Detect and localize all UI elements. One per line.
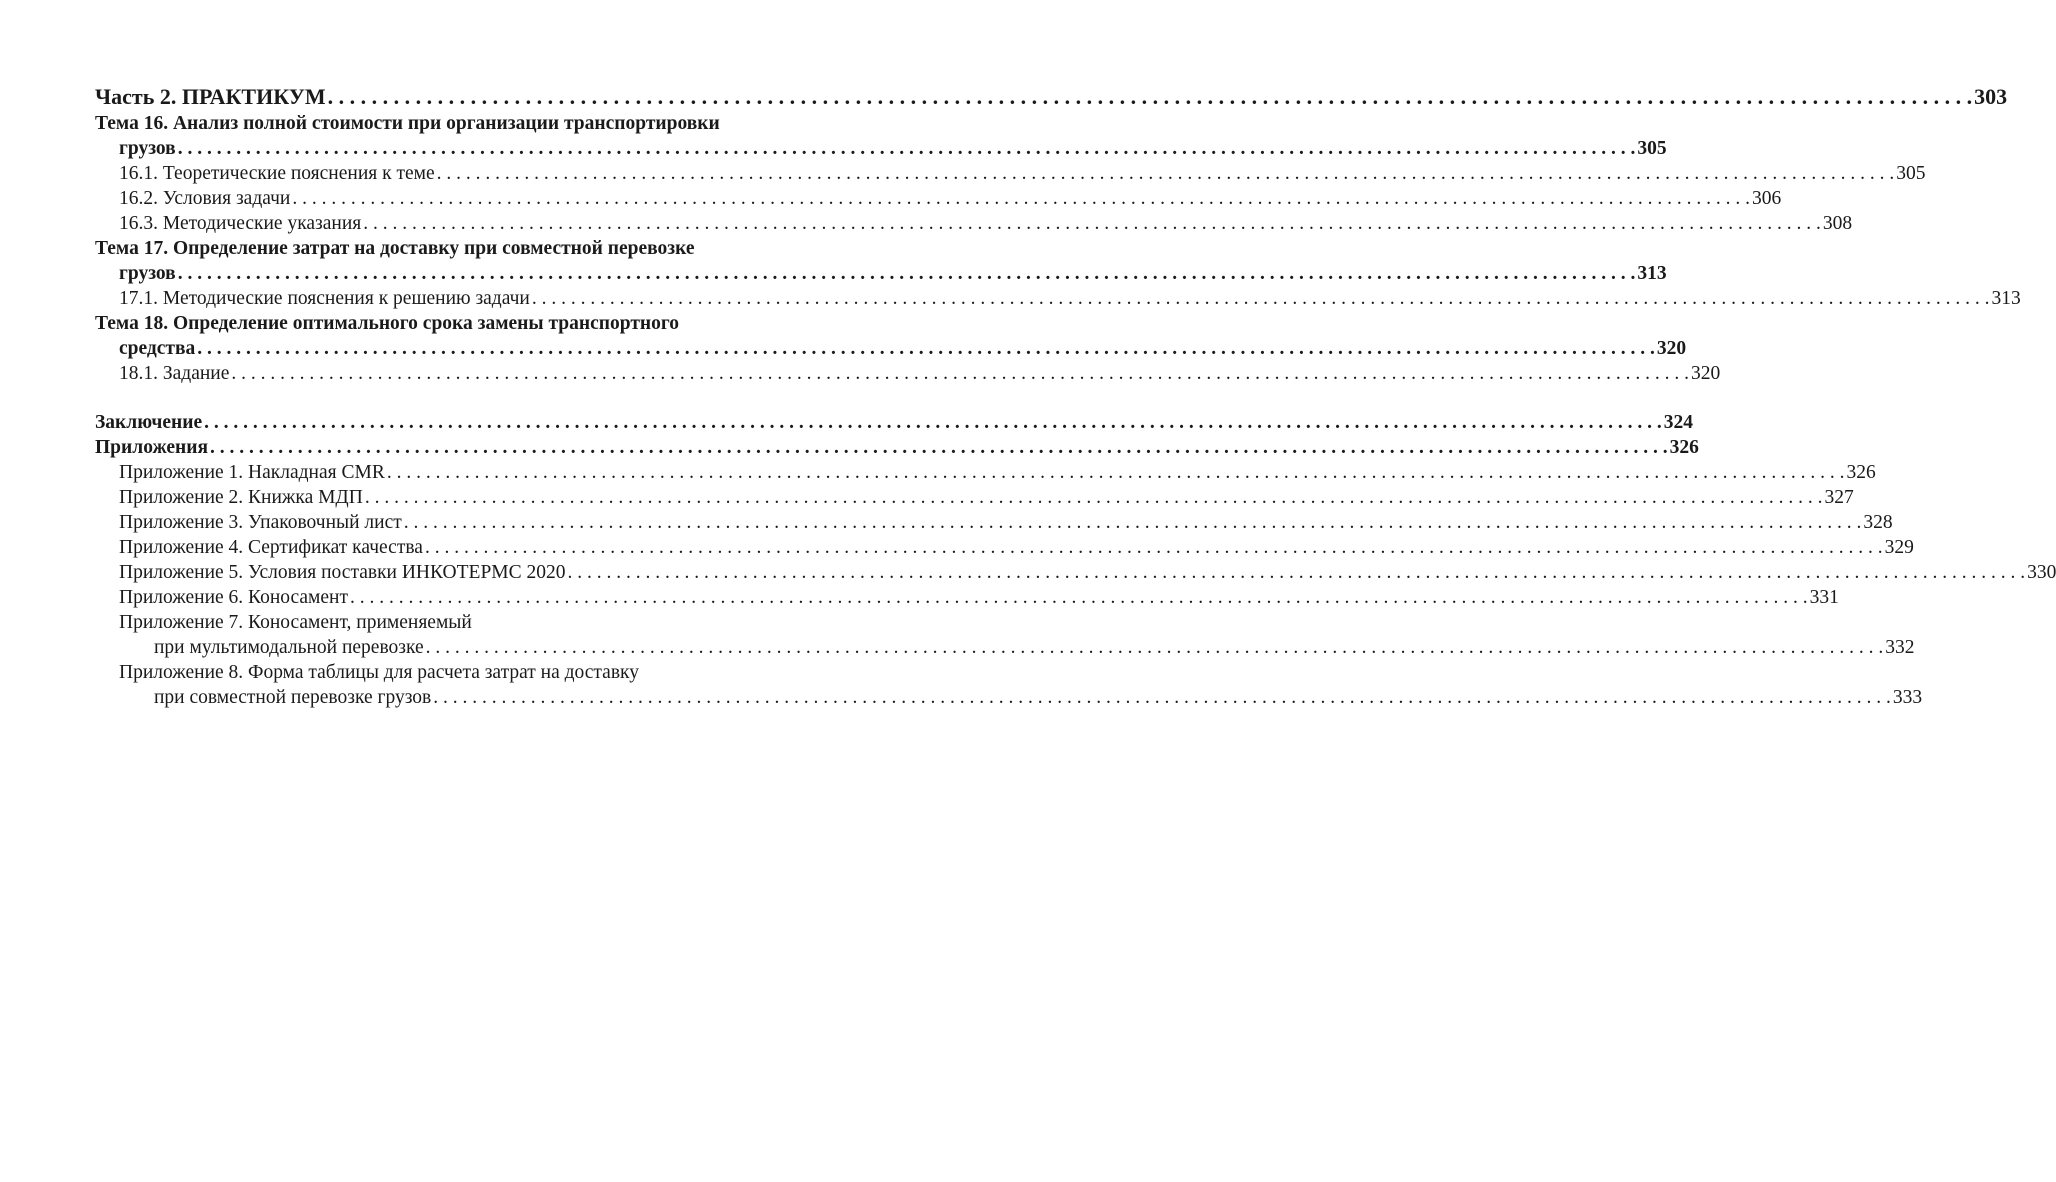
- toc-item-label: Приложение 5. Условия поставки ИНКОТЕРМС 2020: [119, 562, 566, 583]
- toc-appendix-item[interactable]: [95, 510, 1893, 535]
- toc-page-number: 324: [1663, 412, 1694, 433]
- dot-leader: [433, 685, 1891, 710]
- toc-item-label: 16.1. Теоретические пояснения к теме: [119, 163, 435, 184]
- toc-topic18-entry[interactable]: [95, 336, 1687, 361]
- toc-page-number: 308: [1822, 213, 1853, 234]
- toc-topic17-title-line1[interactable]: Тема 17. Определение затрат на доставку при совместной перевозке: [95, 238, 695, 259]
- toc-appendix7-entry[interactable]: [95, 635, 1915, 660]
- dot-leader: [350, 585, 1808, 610]
- dot-leader: [404, 510, 1862, 535]
- section-spacer: [95, 386, 768, 410]
- toc-page-number: 305: [1637, 138, 1667, 159]
- dot-leader: [365, 485, 1823, 510]
- dot-leader: [231, 361, 1689, 386]
- dot-leader: [328, 83, 1973, 111]
- toc-part-entry[interactable]: [95, 83, 2008, 111]
- toc-item-label: 17.1. Методические пояснения к решению задачи: [119, 288, 530, 309]
- toc-page-number: 306: [1751, 188, 1782, 209]
- toc-item-label: Приложение 3. Упаковочный лист: [119, 512, 402, 533]
- toc-item[interactable]: [95, 211, 1853, 236]
- toc-part-title: Часть 2. ПРАКТИКУМ: [95, 84, 326, 109]
- toc-item-label: 16.2. Условия задачи: [119, 188, 291, 209]
- toc-page-number: 320: [1691, 363, 1721, 384]
- toc-item-label: Приложение 2. Книжка МДП: [119, 487, 363, 508]
- toc-topic16-entry[interactable]: [95, 136, 1667, 161]
- dot-leader: [532, 286, 1990, 311]
- toc-appendix-item[interactable]: [95, 485, 1854, 510]
- dot-leader: [178, 136, 1636, 161]
- toc-page-number: 326: [1669, 437, 1699, 458]
- toc-topic18-title-line2: средства: [119, 338, 196, 359]
- toc-item-label: Приложение 1. Накладная CMR: [119, 462, 385, 483]
- dot-leader: [210, 435, 1668, 460]
- dot-leader: [363, 211, 1821, 236]
- dot-leader: [197, 336, 1655, 361]
- toc-appendix7-line2: при мультимодальной перевозке: [154, 637, 424, 658]
- toc-page-number: 330: [2027, 562, 2056, 583]
- table-of-contents: [95, 83, 2056, 710]
- toc-page-number: 333: [1892, 687, 1923, 708]
- toc-topic17-title-line2: грузов: [119, 263, 176, 284]
- dot-leader: [437, 161, 1895, 186]
- toc-page-number: 329: [1884, 537, 1914, 558]
- toc-appendix-item[interactable]: [95, 535, 1914, 560]
- toc-page-number: 326: [1846, 462, 1876, 483]
- toc-appendix8-line2: при совместной перевозке грузов: [154, 687, 432, 708]
- toc-page-number: 313: [1637, 263, 1667, 284]
- toc-conclusion-title: Заключение: [95, 412, 203, 433]
- toc-page-number: 332: [1885, 637, 1915, 658]
- dot-leader: [387, 460, 1845, 485]
- dot-leader: [178, 261, 1636, 286]
- toc-appendix-item[interactable]: [95, 460, 1876, 485]
- toc-page-number: 320: [1656, 338, 1687, 359]
- dot-leader: [568, 560, 2026, 585]
- toc-item[interactable]: [95, 361, 1721, 386]
- toc-conclusion-entry[interactable]: [95, 410, 1694, 435]
- toc-item[interactable]: [95, 186, 1782, 211]
- toc-page-number: 303: [1974, 84, 2008, 109]
- toc-appendix7-line1[interactable]: Приложение 7. Коносамент, применяемый: [119, 612, 472, 633]
- toc-page-number: 328: [1863, 512, 1893, 533]
- toc-page-number: 331: [1809, 587, 1839, 608]
- toc-page-number: 313: [1991, 288, 2021, 309]
- toc-appendix8-entry[interactable]: [95, 685, 1923, 710]
- dot-leader: [425, 535, 1883, 560]
- toc-item-label: 18.1. Задание: [119, 363, 230, 384]
- toc-appendices-entry[interactable]: [95, 435, 1699, 460]
- toc-item[interactable]: [95, 286, 2021, 311]
- dot-leader: [204, 410, 1662, 435]
- toc-topic16-title-line1[interactable]: Тема 16. Анализ полной стоимости при организации транспортировки: [95, 113, 720, 134]
- toc-item-label: Приложение 4. Сертификат качества: [119, 537, 423, 558]
- dot-leader: [426, 635, 1884, 660]
- toc-topic16-title-line2: грузов: [119, 138, 176, 159]
- toc-item[interactable]: [95, 161, 1926, 186]
- toc-page-number: 305: [1896, 163, 1926, 184]
- toc-appendix8-line1[interactable]: Приложение 8. Форма таблицы для расчета затрат на доставку: [119, 662, 639, 683]
- dot-leader: [292, 186, 1750, 211]
- toc-topic18-title-line1[interactable]: Тема 18. Определение оптимального срока замены транспортного: [95, 313, 680, 334]
- toc-appendix-item[interactable]: [95, 560, 2056, 585]
- toc-topic17-entry[interactable]: [95, 261, 1667, 286]
- toc-page-number: 327: [1824, 487, 1854, 508]
- toc-appendix-item[interactable]: [95, 585, 1839, 610]
- toc-item-label: Приложение 6. Коносамент: [119, 587, 348, 608]
- toc-item-label: 16.3. Методические указания: [119, 213, 362, 234]
- toc-appendices-title: Приложения: [95, 437, 209, 458]
